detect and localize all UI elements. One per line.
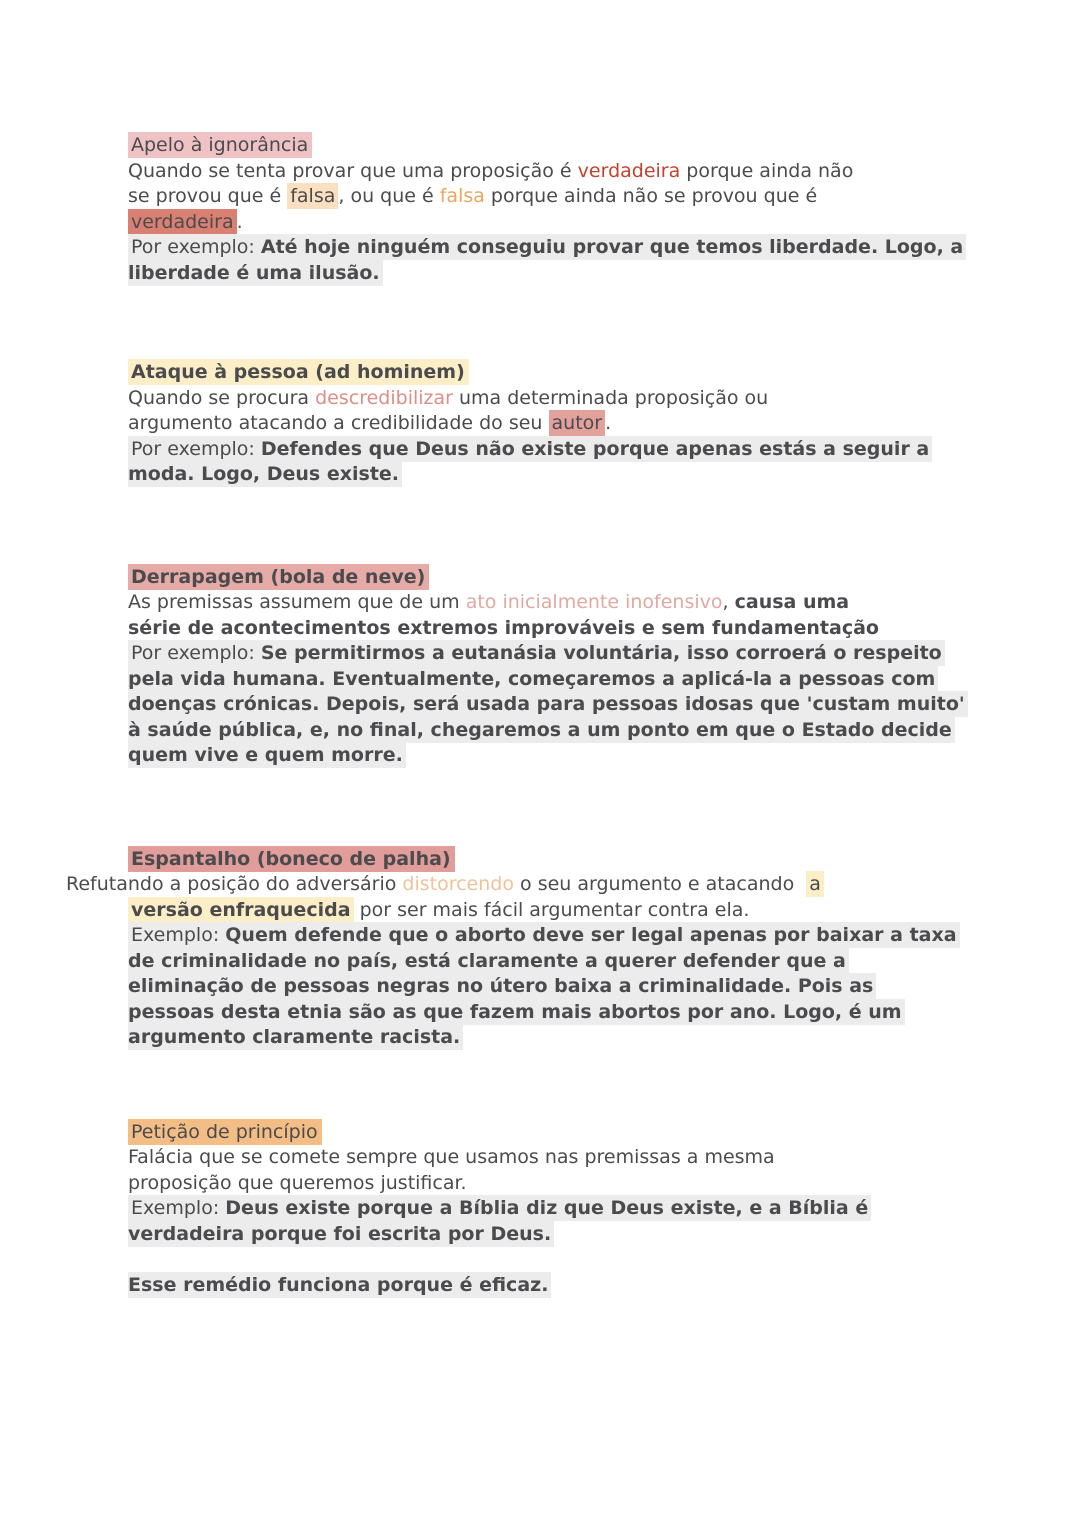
text-fragment: , [722, 591, 735, 613]
text-line [66, 872, 1020, 898]
text-line [128, 1025, 1020, 1051]
text-fragment: Exemplo: [128, 1195, 225, 1221]
section-ataque-a-pessoa [128, 360, 1020, 488]
text-fragment: Deus existe porque a Bíblia diz que Deus existe, e a Bíblia é [225, 1195, 871, 1221]
text-line [128, 1000, 1020, 1026]
text-fragment: argumento atacando a credibilidade do seu [128, 412, 549, 434]
text-fragment: falsa [287, 183, 338, 209]
text-fragment: Por exemplo: [128, 234, 261, 260]
text-fragment: o seu argumento e atacando [513, 873, 807, 895]
text-line [128, 159, 1020, 185]
text-fragment: Esse remédio funciona porque é eficaz. [128, 1272, 551, 1298]
text-fragment: . [236, 210, 243, 233]
text-fragment: porque ainda não se provou que é [484, 185, 818, 207]
text-fragment: autor [549, 410, 606, 436]
text-line [128, 261, 1020, 287]
text-line [128, 949, 1020, 975]
text-line [128, 1273, 1020, 1299]
section-title: Apelo à ignorância [128, 132, 312, 158]
text-fragment: causa uma [734, 591, 850, 613]
text-line [128, 718, 1020, 744]
text-fragment: Quem defende que o aborto deve ser legal apenas por baixar a taxa [225, 922, 959, 948]
text-fragment: porque ainda não [680, 159, 854, 182]
text-fragment: descredibilizar [315, 386, 453, 409]
text-line [128, 386, 1020, 412]
section-derrapagem [128, 565, 1020, 769]
text-fragment: pessoas desta etnia são as que fazem mais abortos por ano. Logo, é um [128, 999, 905, 1025]
text-line [128, 641, 1020, 667]
text-fragment: uma determinada proposição ou [452, 386, 769, 409]
text-fragment: pela vida humana. Eventualmente, começaremos a aplicá-la a pessoas com [128, 666, 938, 692]
text-fragment: argumento claramente racista. [128, 1024, 463, 1050]
text-line [128, 743, 1020, 769]
text-fragment: verdadeira porque foi escrita por Deus. [128, 1221, 554, 1247]
text-fragment: Por exemplo: [128, 640, 261, 666]
text-fragment: Até hoje ninguém conseguiu provar que temos liberdade. Logo, a [261, 234, 966, 260]
section-title-line [128, 360, 1020, 386]
text-fragment: distorcendo [402, 873, 514, 895]
text-fragment: As premissas assumem que de um [128, 591, 466, 613]
text-fragment: proposição que queremos justificar. [128, 1171, 467, 1194]
text-fragment: Refutando a posição do adversário [66, 873, 403, 895]
text-fragment: falsa [439, 185, 485, 207]
text-line [128, 898, 1020, 924]
text-line [128, 590, 1020, 616]
text-line [128, 210, 1020, 236]
text-fragment: Por exemplo: [128, 436, 261, 462]
text-fragment: Quando se procura [128, 386, 316, 409]
text-fragment: versão enfraquecida [128, 897, 354, 923]
text-fragment: liberdade é uma ilusão. [128, 260, 383, 286]
text-fragment: a [806, 871, 824, 897]
text-line [128, 411, 1020, 437]
text-fragment: , ou que é [338, 185, 440, 207]
text-fragment: Defendes que Deus não existe porque apenas estás a seguir a [261, 436, 932, 462]
section-peticao-de-principio [128, 1120, 1020, 1299]
section-espantalho [66, 847, 1020, 1051]
text-fragment: por ser mais fácil argumentar contra ela. [353, 898, 750, 921]
text-fragment: Falácia que se comete sempre que usamos nas premissas a mesma [128, 1146, 775, 1168]
section-title: Petição de princípio [128, 1119, 322, 1145]
text-fragment: à saúde pública, e, no final, chegaremos a um ponto em que o Estado decide [128, 717, 955, 743]
text-line [128, 1145, 1020, 1171]
text-fragment: se provou que é [128, 185, 288, 207]
text-fragment: Se permitirmos a eutanásia voluntária, isso corroerá o respeito [261, 640, 945, 666]
text-line [128, 667, 1020, 693]
text-line [128, 184, 1020, 210]
text-fragment: de criminalidade no país, está claramente a querer defender que a [128, 948, 849, 974]
text-fragment: quem vive e quem morre. [128, 742, 406, 768]
text-line [128, 923, 1020, 949]
text-line [128, 235, 1020, 261]
text-fragment: doenças crónicas. Depois, será usada para pessoas idosas que 'custam muito' [128, 691, 968, 717]
section-title: Derrapagem (bola de neve) [128, 564, 429, 590]
text-line [128, 692, 1020, 718]
section-apelo-a-ignorancia [128, 133, 1020, 286]
text-line [128, 462, 1020, 488]
text-line [128, 1196, 1020, 1222]
text-line [128, 437, 1020, 463]
text-line [128, 1171, 1020, 1197]
text-fragment: eliminação de pessoas negras no útero baixa a criminalidade. Pois as [128, 973, 876, 999]
text-fragment: Exemplo: [128, 922, 225, 948]
section-title-line [128, 847, 1020, 873]
section-title-line [128, 565, 1020, 591]
section-title-line [128, 133, 1020, 159]
blank-line [128, 1247, 1020, 1273]
text-fragment: verdadeira [128, 209, 237, 235]
text-fragment: moda. Logo, Deus existe. [128, 461, 402, 487]
text-line [128, 616, 1020, 642]
text-line [128, 1222, 1020, 1248]
section-title: Ataque à pessoa (ad hominem) [128, 359, 469, 385]
text-fragment: Quando se tenta provar que uma proposição é [128, 159, 578, 182]
text-line [128, 974, 1020, 1000]
text-fragment: verdadeira [577, 159, 681, 182]
text-fragment: . [605, 412, 612, 434]
section-title: Espantalho (boneco de palha) [128, 846, 455, 872]
section-title-line [128, 1120, 1020, 1146]
text-fragment: ato inicialmente inofensivo [465, 591, 723, 613]
text-fragment: série de acontecimentos extremos improváveis e sem fundamentação [128, 616, 879, 639]
